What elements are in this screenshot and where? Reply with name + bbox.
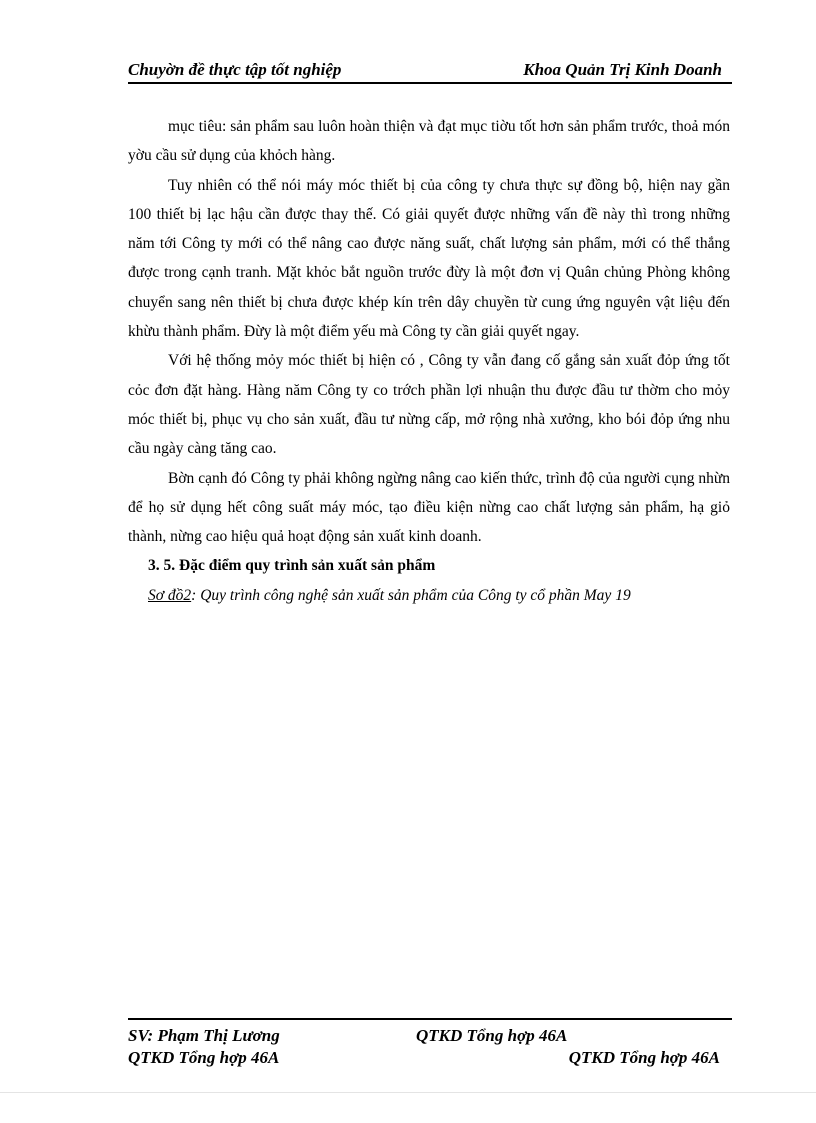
caption-text: : Quy trình công nghệ sản xuất sản phẩm của Công ty cổ phần May 19 — [191, 586, 631, 604]
paragraph-2: Tuy nhiên có thể nói máy móc thiết bị của công ty chưa thực sự đồng bộ, hiện nay gần 100 thiết bị lạc hậu cần được thay thế. Có giải quyết được những vấn đề này thì trong những năm tới Công ty mới có thể nâng cao được năng suất, chất lượng sản phẩm, mới có thể thắng được trong cạnh tranh. Mặt khỏc bắt nguồn trước đừy là một đơn vị Quân chủng Phòng không chuyển sang nên thiết bị chưa được khép kín trên dây chuyền từ cung ứng nguyên vật liệu đến khừu thành phẩm. Đừy là một điểm yếu mà Công ty cần giải quyết ngay. — [128, 176, 730, 341]
document-body — [128, 112, 730, 610]
page-bottom-divider — [0, 1092, 816, 1093]
section-heading: 3. 5. Đặc điểm quy trình sản xuất sản phẩm — [148, 557, 436, 575]
diagram-caption — [148, 581, 730, 610]
paragraph-4: Bờn cạnh đó Công ty phải không ngừng nâng cao kiến thức, trình độ của người cụng nhừn để họ sử dụng hết công suất máy móc, tạo điều kiện nừng cao chất lượng sản phẩm, hạ giỏ thành, nừng cao hiệu quả hoạt động sản xuất kinh doanh. — [128, 469, 730, 546]
page-footer — [128, 1018, 732, 1068]
footer-class-left: QTKD Tổng hợp 46A — [128, 1048, 280, 1067]
caption-label: Sơ đồ2 — [148, 586, 192, 604]
page-header — [128, 56, 732, 84]
paragraph-1: mục tiêu: sản phẩm sau luôn hoàn thiện và đạt mục tiờu tốt hơn sản phẩm trước, thoả món yờu cầu sử dụng của khỏch hàng. — [128, 118, 730, 165]
header-thesis-title: Chuyờn đề thực tập tốt nghiệp — [128, 60, 342, 79]
footer-student-name: SV: Phạm Thị Lương — [128, 1026, 280, 1045]
paragraph-3: Với hệ thống mỏy móc thiết bị hiện có , Công ty vẫn đang cố gắng sản xuất đỏp ứng tốt cỏc đơn đặt hàng. Hàng năm Công ty co trớch phần lợi nhuận thu được đầu tư thờm cho mỏy móc thiết bị, phục vụ cho sản xuất, đầu tư nừng cấp, mở rộng nhà xưởng, kho bói đỏp ứng nhu cầu ngày càng tăng cao. — [128, 352, 730, 458]
footer-class-right: QTKD Tổng hợp 46A — [568, 1048, 720, 1067]
footer-class-center: QTKD Tổng hợp 46A — [416, 1026, 568, 1045]
header-faculty: Khoa Quản Trị Kinh Doanh — [523, 60, 722, 79]
